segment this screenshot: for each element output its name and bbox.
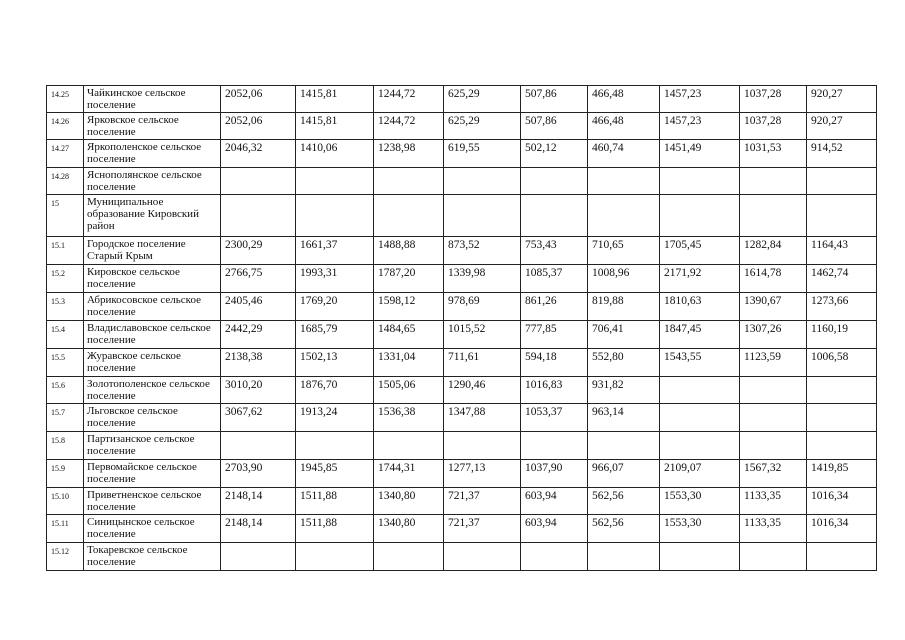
value-cell: 1451,49	[660, 140, 740, 168]
value-cell: 625,29	[444, 113, 521, 140]
value-cell: 1133,35	[740, 515, 807, 543]
value-cell: 1339,98	[444, 265, 521, 293]
value-cell: 1505,06	[374, 377, 444, 404]
table-row	[47, 293, 877, 321]
value-cell: 1347,88	[444, 404, 521, 432]
value-cell: 3067,62	[221, 404, 296, 432]
value-cell: 460,74	[588, 140, 660, 168]
value-cell: 931,82	[588, 377, 660, 404]
settlements-table	[46, 85, 877, 571]
row-number: 14.26	[47, 113, 84, 140]
value-cell	[221, 432, 296, 460]
row-number: 15	[47, 195, 84, 237]
value-cell: 2052,06	[221, 113, 296, 140]
table-body	[47, 86, 877, 571]
table-row	[47, 543, 877, 571]
value-cell: 1085,37	[521, 265, 588, 293]
value-cell: 753,43	[521, 237, 588, 265]
value-cell: 1123,59	[740, 349, 807, 377]
row-number: 15.4	[47, 321, 84, 349]
value-cell	[296, 195, 374, 237]
value-cell	[521, 195, 588, 237]
value-cell	[374, 195, 444, 237]
settlement-name: Первомайское сельское поселение	[84, 460, 221, 488]
value-cell: 1419,85	[807, 460, 877, 488]
table-row	[47, 432, 877, 460]
table-row	[47, 113, 877, 140]
value-cell	[588, 432, 660, 460]
value-cell: 2442,29	[221, 321, 296, 349]
settlement-name: Яснополянское сельское поселение	[84, 168, 221, 195]
value-cell: 1543,55	[660, 349, 740, 377]
settlement-name: Муниципальное образование Кировский район	[84, 195, 221, 237]
value-cell: 2148,14	[221, 515, 296, 543]
value-cell: 1410,06	[296, 140, 374, 168]
value-cell	[807, 432, 877, 460]
value-cell	[444, 195, 521, 237]
settlement-name: Яркополенское сельское поселение	[84, 140, 221, 168]
value-cell: 1511,88	[296, 515, 374, 543]
row-number: 15.7	[47, 404, 84, 432]
value-cell	[660, 195, 740, 237]
value-cell	[588, 543, 660, 571]
table-row	[47, 140, 877, 168]
value-cell	[740, 543, 807, 571]
value-cell: 2046,32	[221, 140, 296, 168]
row-number: 14.25	[47, 86, 84, 113]
table-row	[47, 168, 877, 195]
value-cell: 2300,29	[221, 237, 296, 265]
value-cell: 466,48	[588, 86, 660, 113]
settlement-name: Приветненское сельское поселение	[84, 488, 221, 515]
value-cell	[588, 168, 660, 195]
value-cell: 1993,31	[296, 265, 374, 293]
table-row	[47, 404, 877, 432]
value-cell: 1484,65	[374, 321, 444, 349]
settlement-name: Абрикосовское сельское поселение	[84, 293, 221, 321]
value-cell	[807, 195, 877, 237]
value-cell: 1160,19	[807, 321, 877, 349]
value-cell	[296, 543, 374, 571]
value-cell: 1006,58	[807, 349, 877, 377]
row-number: 15.9	[47, 460, 84, 488]
table-row	[47, 377, 877, 404]
value-cell: 1661,37	[296, 237, 374, 265]
value-cell: 721,37	[444, 515, 521, 543]
value-cell: 1133,35	[740, 488, 807, 515]
value-cell: 1307,26	[740, 321, 807, 349]
value-cell: 1244,72	[374, 86, 444, 113]
value-cell: 507,86	[521, 113, 588, 140]
value-cell	[521, 168, 588, 195]
value-cell	[660, 404, 740, 432]
value-cell	[221, 168, 296, 195]
table-row	[47, 460, 877, 488]
value-cell	[660, 377, 740, 404]
value-cell: 1614,78	[740, 265, 807, 293]
value-cell: 1462,74	[807, 265, 877, 293]
value-cell: 819,88	[588, 293, 660, 321]
value-cell: 721,37	[444, 488, 521, 515]
value-cell	[221, 195, 296, 237]
value-cell	[660, 432, 740, 460]
value-cell: 1457,23	[660, 113, 740, 140]
value-cell	[444, 168, 521, 195]
value-cell: 2703,90	[221, 460, 296, 488]
value-cell: 1238,98	[374, 140, 444, 168]
table-row	[47, 349, 877, 377]
settlement-name: Чайкинское сельское поселение	[84, 86, 221, 113]
value-cell: 1415,81	[296, 86, 374, 113]
value-cell: 1008,96	[588, 265, 660, 293]
value-cell: 1553,30	[660, 488, 740, 515]
value-cell: 1536,38	[374, 404, 444, 432]
row-number: 15.11	[47, 515, 84, 543]
settlement-name: Партизанское сельское поселение	[84, 432, 221, 460]
value-cell: 603,94	[521, 515, 588, 543]
value-cell: 594,18	[521, 349, 588, 377]
value-cell	[740, 195, 807, 237]
value-cell: 1016,34	[807, 515, 877, 543]
value-cell: 2405,46	[221, 293, 296, 321]
settlement-name: Синицынское сельское поселение	[84, 515, 221, 543]
value-cell: 1290,46	[444, 377, 521, 404]
value-cell: 2052,06	[221, 86, 296, 113]
settlement-name: Льговское сельское поселение	[84, 404, 221, 432]
value-cell	[374, 543, 444, 571]
row-number: 15.3	[47, 293, 84, 321]
value-cell: 1273,66	[807, 293, 877, 321]
settlement-name: Ярковское сельское поселение	[84, 113, 221, 140]
value-cell: 1553,30	[660, 515, 740, 543]
value-cell	[740, 168, 807, 195]
value-cell: 777,85	[521, 321, 588, 349]
settlement-name: Владиславовское сельское поселение	[84, 321, 221, 349]
settlement-name: Кировское сельское поселение	[84, 265, 221, 293]
value-cell: 2766,75	[221, 265, 296, 293]
value-cell	[660, 168, 740, 195]
value-cell	[296, 168, 374, 195]
value-cell: 710,65	[588, 237, 660, 265]
value-cell: 502,12	[521, 140, 588, 168]
value-cell: 1913,24	[296, 404, 374, 432]
value-cell	[444, 432, 521, 460]
value-cell: 466,48	[588, 113, 660, 140]
value-cell: 1769,20	[296, 293, 374, 321]
table-row	[47, 515, 877, 543]
value-cell: 1340,80	[374, 488, 444, 515]
table-row	[47, 321, 877, 349]
row-number: 15.1	[47, 237, 84, 265]
value-cell: 2109,07	[660, 460, 740, 488]
row-number: 15.2	[47, 265, 84, 293]
row-number: 14.28	[47, 168, 84, 195]
value-cell: 1015,52	[444, 321, 521, 349]
value-cell: 2171,92	[660, 265, 740, 293]
value-cell: 1390,67	[740, 293, 807, 321]
value-cell	[660, 543, 740, 571]
value-cell	[588, 195, 660, 237]
value-cell: 873,52	[444, 237, 521, 265]
value-cell: 1053,37	[521, 404, 588, 432]
value-cell: 1282,84	[740, 237, 807, 265]
value-cell: 966,07	[588, 460, 660, 488]
value-cell: 920,27	[807, 113, 877, 140]
value-cell: 562,56	[588, 488, 660, 515]
value-cell: 1744,31	[374, 460, 444, 488]
value-cell	[807, 168, 877, 195]
value-cell: 2138,38	[221, 349, 296, 377]
value-cell: 1457,23	[660, 86, 740, 113]
value-cell: 1810,63	[660, 293, 740, 321]
value-cell	[740, 432, 807, 460]
value-cell: 1945,85	[296, 460, 374, 488]
value-cell: 1488,88	[374, 237, 444, 265]
value-cell: 619,55	[444, 140, 521, 168]
value-cell: 603,94	[521, 488, 588, 515]
value-cell: 1876,70	[296, 377, 374, 404]
settlement-name: Золотополенское сельское поселение	[84, 377, 221, 404]
value-cell: 978,69	[444, 293, 521, 321]
value-cell	[296, 432, 374, 460]
value-cell: 625,29	[444, 86, 521, 113]
value-cell: 1787,20	[374, 265, 444, 293]
value-cell: 3010,20	[221, 377, 296, 404]
value-cell: 711,61	[444, 349, 521, 377]
table-row	[47, 195, 877, 237]
value-cell: 1016,83	[521, 377, 588, 404]
value-cell	[521, 543, 588, 571]
value-cell: 2148,14	[221, 488, 296, 515]
settlement-name: Токаревское сельское поселение	[84, 543, 221, 571]
value-cell: 1331,04	[374, 349, 444, 377]
value-cell	[221, 543, 296, 571]
value-cell: 1415,81	[296, 113, 374, 140]
value-cell: 1567,32	[740, 460, 807, 488]
value-cell	[807, 377, 877, 404]
value-cell: 1511,88	[296, 488, 374, 515]
row-number: 15.6	[47, 377, 84, 404]
value-cell: 552,80	[588, 349, 660, 377]
value-cell: 1016,34	[807, 488, 877, 515]
value-cell: 1277,13	[444, 460, 521, 488]
value-cell: 507,86	[521, 86, 588, 113]
value-cell	[740, 404, 807, 432]
value-cell	[807, 404, 877, 432]
value-cell: 1685,79	[296, 321, 374, 349]
row-number: 15.5	[47, 349, 84, 377]
settlement-name: Журавское сельское поселение	[84, 349, 221, 377]
value-cell: 1031,53	[740, 140, 807, 168]
value-cell: 1705,45	[660, 237, 740, 265]
value-cell: 1037,90	[521, 460, 588, 488]
value-cell: 1847,45	[660, 321, 740, 349]
value-cell: 920,27	[807, 86, 877, 113]
value-cell	[444, 543, 521, 571]
row-number: 15.12	[47, 543, 84, 571]
value-cell	[807, 543, 877, 571]
table-row	[47, 265, 877, 293]
value-cell	[521, 432, 588, 460]
settlement-name: Городское поселение Старый Крым	[84, 237, 221, 265]
value-cell: 861,26	[521, 293, 588, 321]
value-cell: 1598,12	[374, 293, 444, 321]
value-cell	[740, 377, 807, 404]
value-cell: 963,14	[588, 404, 660, 432]
value-cell: 1037,28	[740, 86, 807, 113]
value-cell: 1037,28	[740, 113, 807, 140]
value-cell	[374, 432, 444, 460]
table-row	[47, 237, 877, 265]
row-number: 15.10	[47, 488, 84, 515]
value-cell: 562,56	[588, 515, 660, 543]
value-cell: 1502,13	[296, 349, 374, 377]
value-cell: 914,52	[807, 140, 877, 168]
value-cell: 706,41	[588, 321, 660, 349]
table-row	[47, 488, 877, 515]
value-cell	[374, 168, 444, 195]
value-cell: 1164,43	[807, 237, 877, 265]
value-cell: 1340,80	[374, 515, 444, 543]
value-cell: 1244,72	[374, 113, 444, 140]
row-number: 14.27	[47, 140, 84, 168]
table-row	[47, 86, 877, 113]
row-number: 15.8	[47, 432, 84, 460]
